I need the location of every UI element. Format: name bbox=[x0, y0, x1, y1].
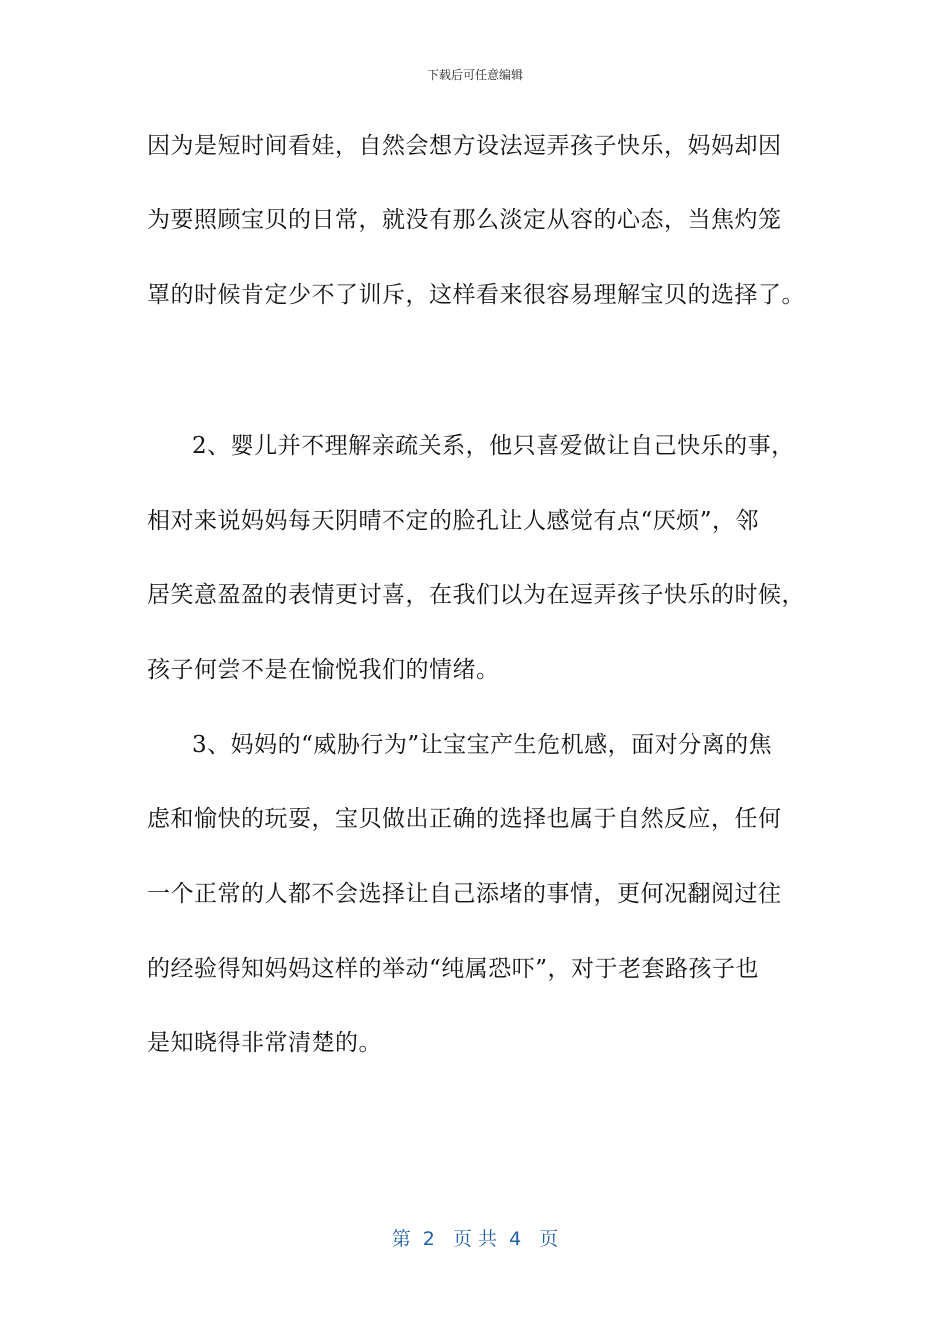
page-number-footer: 第 2 页 共 4 页 bbox=[391, 1228, 559, 1250]
body-line: 相对来说妈妈每天阴晴不定的脸孔让人感觉有点“厌烦”，邻 bbox=[147, 508, 760, 534]
body-line: 因为是短时间看娃，自然会想方设法逗弄孩子快乐，妈妈却因 bbox=[147, 133, 782, 159]
page-header: 下载后可任意编辑 bbox=[426, 68, 523, 82]
body-line: 是知晓得非常清楚的。 bbox=[147, 1030, 382, 1056]
body-line: 居笑意盈盈的表情更讨喜，在我们以为在逗弄孩子快乐的时候， bbox=[147, 582, 805, 608]
body-line: 罩的时候肯定少不了训斥，这样看来很容易理解宝贝的选择了。 bbox=[147, 282, 805, 308]
body-line: 2、婴儿并不理解亲疏关系，他只喜爱做让自己快乐的事， bbox=[192, 433, 795, 459]
body-line: 3、妈妈的“威胁行为”让宝宝产生危机感，面对分离的焦 bbox=[192, 732, 773, 758]
body-line: 孩子何尝不是在愉悦我们的情绪。 bbox=[147, 657, 500, 683]
body-line: 为要照顾宝贝的日常，就没有那么淡定从容的心态，当焦灼笼 bbox=[147, 207, 782, 233]
body-line: 的经验得知妈妈这样的举动“纯属恐吓”，对于老套路孩子也 bbox=[147, 956, 760, 982]
body-line: 一个正常的人都不会选择让自己添堵的事情，更何况翻阅过往 bbox=[147, 881, 782, 907]
body-line: 虑和愉快的玩耍，宝贝做出正确的选择也属于自然反应，任何 bbox=[147, 806, 782, 832]
